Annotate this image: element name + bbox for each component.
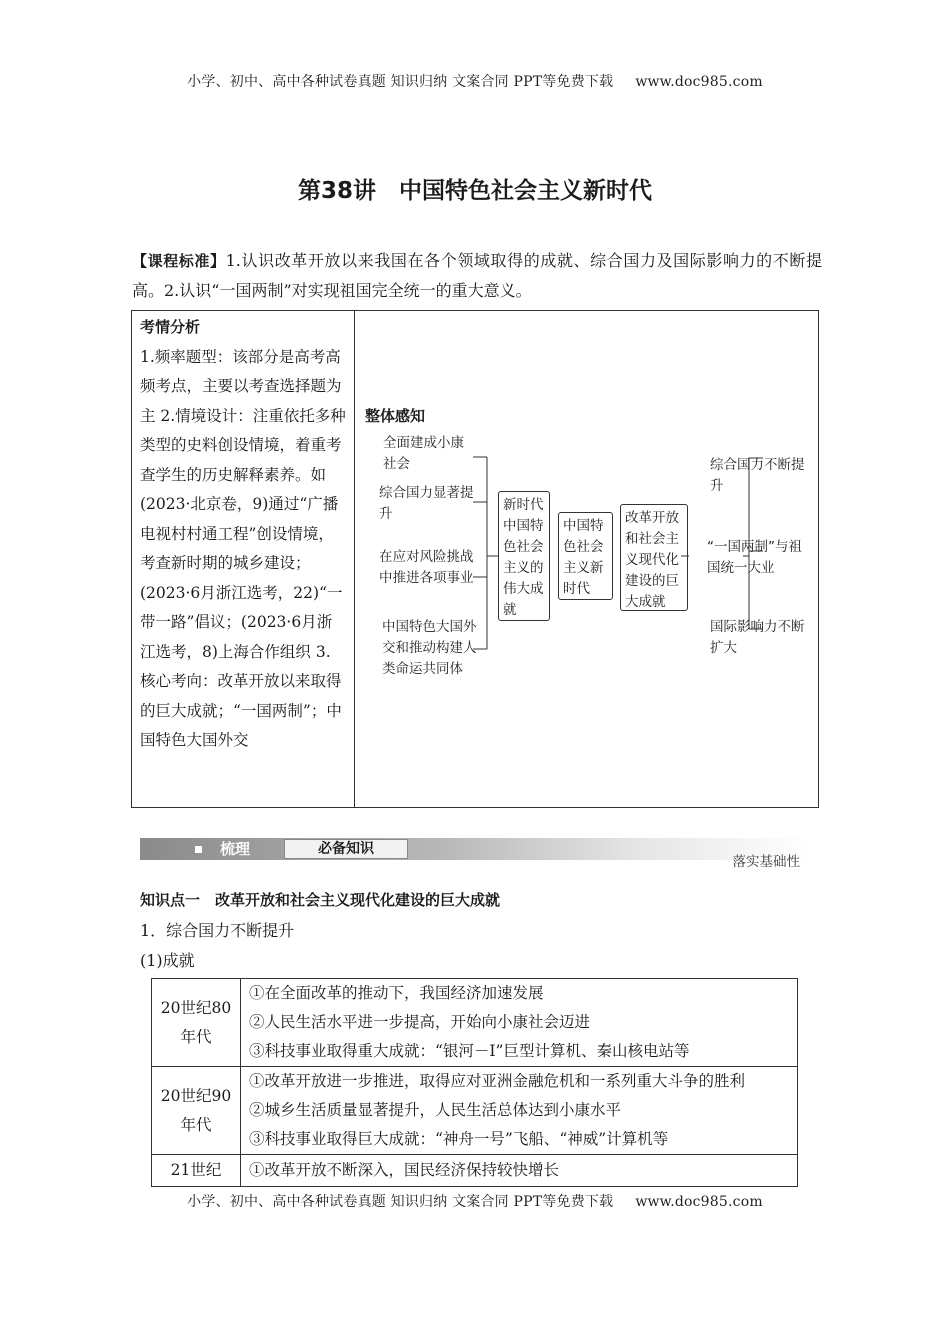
overview-table bbox=[131, 310, 819, 808]
table-row bbox=[152, 1155, 798, 1187]
achievement-item: ①在全面改革的推动下，我国经济加速发展 bbox=[249, 984, 544, 1002]
knowledge-point-heading: 知识点一 改革开放和社会主义现代化建设的巨大成就 bbox=[140, 891, 501, 909]
achievement-item: ③科技事业取得巨大成就：“神舟一号”飞船、“神威”计算机等 bbox=[249, 1130, 669, 1148]
section-banner bbox=[140, 838, 810, 870]
page-header bbox=[0, 71, 950, 91]
table-row bbox=[152, 1067, 798, 1155]
banner-square-icon bbox=[195, 846, 202, 853]
page-footer bbox=[0, 1191, 950, 1211]
items-cell bbox=[241, 1155, 798, 1187]
achievement-item: ①改革开放不断深入，国民经济保持较快增长 bbox=[249, 1161, 560, 1179]
diagram-left-item: 综合国力显著提升 bbox=[379, 485, 474, 522]
box-reform-achievement: 改革开放和社会主义现代化建设的巨大成就 bbox=[620, 504, 688, 611]
diagram-right-item: 国际影响力不断扩大 bbox=[710, 619, 805, 656]
overview-heading: 整体感知 bbox=[365, 407, 426, 425]
table-row bbox=[152, 979, 798, 1067]
era-cell: 20世纪90年代 bbox=[152, 1067, 241, 1155]
items-cell bbox=[241, 1067, 798, 1155]
items-cell bbox=[241, 979, 798, 1067]
era-cell: 20世纪80年代 bbox=[152, 979, 241, 1067]
achievements-table bbox=[151, 978, 798, 1187]
diagram-left-item: 中国特色大国外交和推动构建人类命运共同体 bbox=[382, 619, 477, 677]
exam-analysis-heading: 考情分析 bbox=[140, 318, 201, 336]
achievement-item: ②人民生活水平进一步提高，开始向小康社会迈进 bbox=[249, 1013, 591, 1031]
header-text: 小学、初中、高中各种试卷真题 知识归纳 文案合同 PPT等免费下载 bbox=[187, 74, 614, 90]
section-subheading: 1．综合国力不断提升 bbox=[140, 921, 295, 940]
achievement-item: ②城乡生活质量显著提升，人民生活总体达到小康水平 bbox=[249, 1101, 622, 1119]
banner-tab: 必备知识 bbox=[284, 839, 408, 859]
overview-diagram bbox=[355, 311, 818, 807]
course-standard-text: 1.认识改革开放以来我国在各个领域取得的成就、综合国力及国际影响力的不断提高。2.认识“一国两制”对实现祖国完全统一的重大意义。 bbox=[132, 251, 822, 300]
header-site[interactable]: www.doc985.com bbox=[635, 74, 763, 90]
diagram-right-item: 综合国力不断提升 bbox=[710, 457, 805, 494]
exam-analysis-text: 1.频率题型：该部分是高考高频考点，主要以考查选择题为主 2.情境设计：注重依托多种类型的史料创设情境，着重考查学生的历史解释素养。如(2023·北京卷，9)通过“广播电视村村通工程”创设情境，考查新时期的城乡建设；(2023·6月浙江选考，22)“一带一路”倡议；(2023·6月浙江选考，8)上海合作组织 3.核心考向：改革开放以来取得的巨大成就；“一国两制”；中国特色大国外交 bbox=[140, 347, 346, 749]
banner-right-text: 落实基础性 bbox=[732, 854, 800, 870]
era-cell: 21世纪 bbox=[152, 1155, 241, 1187]
box-new-era: 新时代中国特色社会主义的伟大成就 bbox=[498, 491, 550, 621]
course-standard-label: 【课程标准】 bbox=[132, 252, 226, 270]
footer-text: 小学、初中、高中各种试卷真题 知识归纳 文案合同 PPT等免费下载 bbox=[187, 1194, 614, 1210]
diagram-left-item: 在应对风险挑战中推进各项事业 bbox=[379, 549, 474, 586]
exam-analysis-cell bbox=[132, 311, 355, 807]
achievement-item: ③科技事业取得重大成就：“银河－Ⅰ”巨型计算机、秦山核电站等 bbox=[249, 1042, 690, 1060]
footer-site[interactable]: www.doc985.com bbox=[635, 1194, 763, 1210]
box-socialism-new-era: 中国特色社会主义新时代 bbox=[558, 512, 613, 600]
banner-label: 梳理 bbox=[220, 840, 251, 858]
course-standard bbox=[132, 246, 822, 305]
page-title: 第38讲 中国特色社会主义新时代 bbox=[297, 178, 652, 204]
diagram-right-item: “一国两制”与祖国统一大业 bbox=[707, 539, 802, 576]
section-subsubheading: (1)成就 bbox=[140, 951, 195, 970]
diagram-left-item: 全面建成小康社会 bbox=[383, 435, 464, 472]
achievement-item: ①改革开放进一步推进，取得应对亚洲金融危机和一系列重大斗争的胜利 bbox=[249, 1072, 746, 1090]
